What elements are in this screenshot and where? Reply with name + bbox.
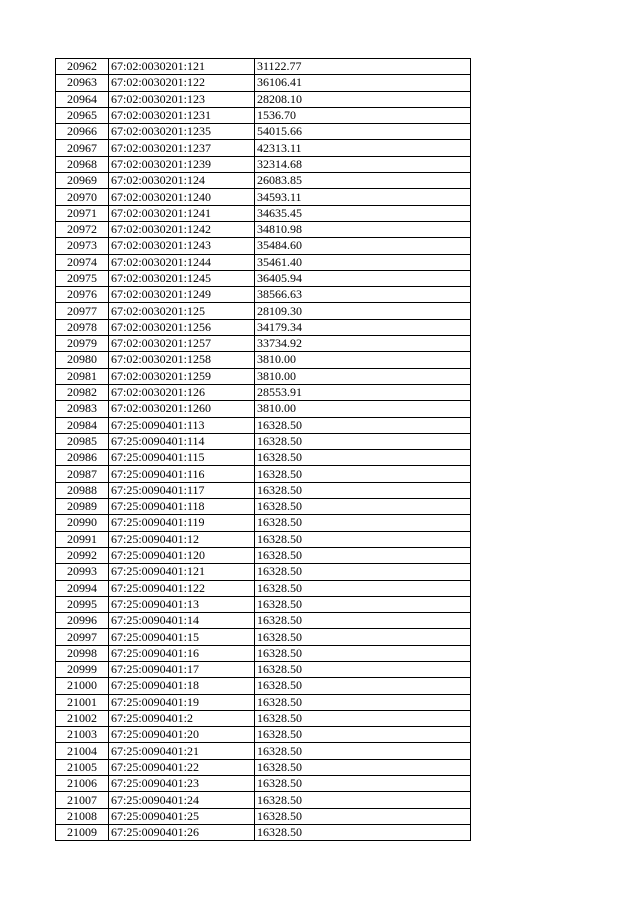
value-cell: 16328.50 [255,776,471,792]
table-row [56,91,471,107]
cadastral-id-cell: 67:25:0090401:20 [109,727,255,743]
value-cell: 54015.66 [255,124,471,140]
value-cell: 3810.00 [255,401,471,417]
value-cell: 16328.50 [255,661,471,677]
value-cell: 34179.34 [255,319,471,335]
row-number-cell: 20994 [56,580,109,596]
value-cell: 35484.60 [255,238,471,254]
cadastral-id-cell: 67:02:0030201:1249 [109,287,255,303]
row-number-cell: 20988 [56,482,109,498]
cadastral-id-cell: 67:25:0090401:14 [109,613,255,629]
row-number-cell: 20971 [56,205,109,221]
cadastral-id-cell: 67:02:0030201:122 [109,75,255,91]
cadastral-id-cell: 67:02:0030201:1259 [109,368,255,384]
cadastral-id-cell: 67:25:0090401:115 [109,450,255,466]
value-cell: 26083.85 [255,173,471,189]
table-row [56,824,471,840]
cadastral-id-cell: 67:25:0090401:119 [109,515,255,531]
cadastral-id-cell: 67:02:0030201:123 [109,91,255,107]
cadastral-id-cell: 67:02:0030201:1237 [109,140,255,156]
value-cell: 36106.41 [255,75,471,91]
row-number-cell: 21008 [56,808,109,824]
row-number-cell: 21004 [56,743,109,759]
row-number-cell: 20996 [56,613,109,629]
cadastral-id-cell: 67:25:0090401:121 [109,564,255,580]
value-cell: 16328.50 [255,727,471,743]
value-cell: 3810.00 [255,368,471,384]
value-cell: 16328.50 [255,450,471,466]
table-row [56,189,471,205]
value-cell: 16328.50 [255,547,471,563]
cadastral-id-cell: 67:02:0030201:1235 [109,124,255,140]
cadastral-id-cell: 67:25:0090401:15 [109,629,255,645]
cadastral-id-cell: 67:25:0090401:23 [109,776,255,792]
value-cell: 34593.11 [255,189,471,205]
value-cell: 16328.50 [255,629,471,645]
row-number-cell: 20984 [56,417,109,433]
cadastral-id-cell: 67:02:0030201:126 [109,384,255,400]
value-cell: 36405.94 [255,270,471,286]
table-row [56,352,471,368]
table-row [56,238,471,254]
cadastral-id-cell: 67:02:0030201:1242 [109,221,255,237]
cadastral-id-cell: 67:02:0030201:1257 [109,336,255,352]
cadastral-id-cell: 67:25:0090401:120 [109,547,255,563]
row-number-cell: 20985 [56,433,109,449]
table-row [56,776,471,792]
value-cell: 28208.10 [255,91,471,107]
table-row [56,678,471,694]
cadastral-id-cell: 67:25:0090401:13 [109,596,255,612]
value-cell: 34810.98 [255,221,471,237]
row-number-cell: 20999 [56,661,109,677]
cadastral-id-cell: 67:25:0090401:118 [109,499,255,515]
value-cell: 16328.50 [255,678,471,694]
row-number-cell: 21007 [56,792,109,808]
table-row [56,254,471,270]
row-number-cell: 20995 [56,596,109,612]
value-cell: 16328.50 [255,792,471,808]
table-row [56,727,471,743]
value-cell: 16328.50 [255,515,471,531]
table-row [56,205,471,221]
value-cell: 16328.50 [255,531,471,547]
cadastral-id-cell: 67:25:0090401:19 [109,694,255,710]
row-number-cell: 21000 [56,678,109,694]
value-cell: 28553.91 [255,384,471,400]
table-row [56,107,471,123]
cadastral-id-cell: 67:02:0030201:1258 [109,352,255,368]
row-number-cell: 20962 [56,59,109,75]
table-row [56,59,471,75]
table-row [56,808,471,824]
cadastral-id-cell: 67:25:0090401:24 [109,792,255,808]
table-row [56,270,471,286]
table-row [56,515,471,531]
data-table [55,58,471,841]
cadastral-id-cell: 67:25:0090401:117 [109,482,255,498]
table-row [56,531,471,547]
cadastral-id-cell: 67:25:0090401:25 [109,808,255,824]
table-row [56,384,471,400]
row-number-cell: 20992 [56,547,109,563]
row-number-cell: 20966 [56,124,109,140]
row-number-cell: 20977 [56,303,109,319]
cadastral-id-cell: 67:02:0030201:1231 [109,107,255,123]
value-cell: 16328.50 [255,645,471,661]
row-number-cell: 20989 [56,499,109,515]
table-row [56,482,471,498]
table-row [56,303,471,319]
table-row [56,645,471,661]
cadastral-id-cell: 67:02:0030201:1239 [109,156,255,172]
cadastral-id-cell: 67:25:0090401:18 [109,678,255,694]
table-row [56,156,471,172]
cadastral-id-cell: 67:25:0090401:113 [109,417,255,433]
table-row [56,336,471,352]
cadastral-id-cell: 67:02:0030201:1260 [109,401,255,417]
table-row [56,629,471,645]
cadastral-id-cell: 67:25:0090401:2 [109,710,255,726]
value-cell: 35461.40 [255,254,471,270]
value-cell: 16328.50 [255,482,471,498]
table-row [56,596,471,612]
value-cell: 16328.50 [255,466,471,482]
table-row [56,547,471,563]
cadastral-id-cell: 67:02:0030201:1243 [109,238,255,254]
value-cell: 3810.00 [255,352,471,368]
cadastral-id-cell: 67:25:0090401:116 [109,466,255,482]
value-cell: 38566.63 [255,287,471,303]
row-number-cell: 20969 [56,173,109,189]
cadastral-id-cell: 67:02:0030201:124 [109,173,255,189]
row-number-cell: 20987 [56,466,109,482]
value-cell: 33734.92 [255,336,471,352]
table-row [56,221,471,237]
value-cell: 16328.50 [255,580,471,596]
row-number-cell: 20979 [56,336,109,352]
table-row [56,466,471,482]
table-row [56,140,471,156]
table-row [56,368,471,384]
value-cell: 1536.70 [255,107,471,123]
table-row [56,710,471,726]
table-row [56,792,471,808]
row-number-cell: 20982 [56,384,109,400]
cadastral-id-cell: 67:02:0030201:1241 [109,205,255,221]
row-number-cell: 20990 [56,515,109,531]
table-row [56,124,471,140]
row-number-cell: 20972 [56,221,109,237]
table-row [56,433,471,449]
value-cell: 16328.50 [255,564,471,580]
row-number-cell: 20980 [56,352,109,368]
table-row [56,401,471,417]
cadastral-id-cell: 67:02:0030201:1256 [109,319,255,335]
table-row [56,743,471,759]
table-row [56,564,471,580]
row-number-cell: 21009 [56,824,109,840]
row-number-cell: 20998 [56,645,109,661]
table-row [56,613,471,629]
table-row [56,580,471,596]
table-row [56,75,471,91]
cadastral-id-cell: 67:02:0030201:1240 [109,189,255,205]
table-body [56,59,471,841]
cadastral-id-cell: 67:25:0090401:21 [109,743,255,759]
cadastral-id-cell: 67:02:0030201:121 [109,59,255,75]
value-cell: 16328.50 [255,596,471,612]
table-row [56,450,471,466]
value-cell: 16328.50 [255,710,471,726]
row-number-cell: 20993 [56,564,109,580]
row-number-cell: 21005 [56,759,109,775]
row-number-cell: 20974 [56,254,109,270]
value-cell: 16328.50 [255,808,471,824]
cadastral-id-cell: 67:25:0090401:114 [109,433,255,449]
cadastral-id-cell: 67:25:0090401:16 [109,645,255,661]
cadastral-id-cell: 67:25:0090401:122 [109,580,255,596]
row-number-cell: 20991 [56,531,109,547]
value-cell: 16328.50 [255,433,471,449]
value-cell: 16328.50 [255,613,471,629]
row-number-cell: 20978 [56,319,109,335]
cadastral-id-cell: 67:25:0090401:12 [109,531,255,547]
value-cell: 16328.50 [255,759,471,775]
table-row [56,759,471,775]
value-cell: 42313.11 [255,140,471,156]
row-number-cell: 20981 [56,368,109,384]
row-number-cell: 21003 [56,727,109,743]
value-cell: 16328.50 [255,417,471,433]
row-number-cell: 20964 [56,91,109,107]
value-cell: 16328.50 [255,694,471,710]
row-number-cell: 20963 [56,75,109,91]
table-row [56,694,471,710]
table-row [56,319,471,335]
value-cell: 32314.68 [255,156,471,172]
row-number-cell: 20968 [56,156,109,172]
cadastral-id-cell: 67:25:0090401:17 [109,661,255,677]
cadastral-id-cell: 67:25:0090401:26 [109,824,255,840]
value-cell: 16328.50 [255,743,471,759]
table-row [56,287,471,303]
cadastral-id-cell: 67:25:0090401:22 [109,759,255,775]
row-number-cell: 20970 [56,189,109,205]
value-cell: 28109.30 [255,303,471,319]
table-row [56,661,471,677]
row-number-cell: 20975 [56,270,109,286]
row-number-cell: 20983 [56,401,109,417]
row-number-cell: 20976 [56,287,109,303]
value-cell: 16328.50 [255,824,471,840]
table-row [56,417,471,433]
value-cell: 34635.45 [255,205,471,221]
row-number-cell: 20973 [56,238,109,254]
row-number-cell: 21001 [56,694,109,710]
row-number-cell: 21006 [56,776,109,792]
row-number-cell: 21002 [56,710,109,726]
cadastral-id-cell: 67:02:0030201:125 [109,303,255,319]
cadastral-id-cell: 67:02:0030201:1244 [109,254,255,270]
table-row [56,499,471,515]
cadastral-id-cell: 67:02:0030201:1245 [109,270,255,286]
row-number-cell: 20997 [56,629,109,645]
table-row [56,173,471,189]
row-number-cell: 20986 [56,450,109,466]
row-number-cell: 20967 [56,140,109,156]
value-cell: 31122.77 [255,59,471,75]
value-cell: 16328.50 [255,499,471,515]
row-number-cell: 20965 [56,107,109,123]
